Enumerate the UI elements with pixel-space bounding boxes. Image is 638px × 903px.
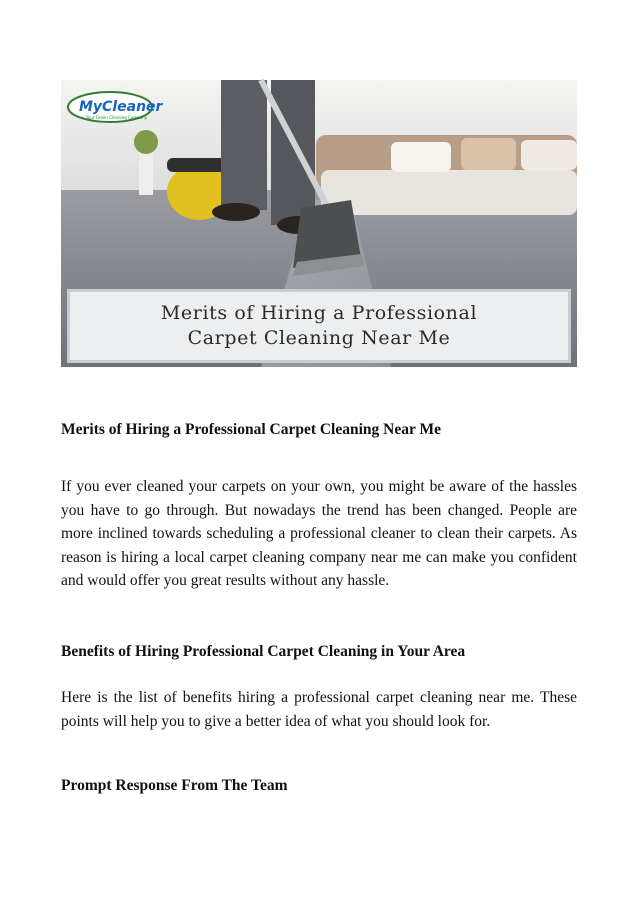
benefits-paragraph: Here is the list of benefits hiring a professional carpet cleaning near me. These points will help you to give a better idea of what you should look for.	[61, 689, 577, 730]
prompt-response-heading: Prompt Response From The Team	[61, 777, 288, 794]
logo-tagline: Your Green Cleaning Company	[86, 115, 148, 120]
article-title: Merits of Hiring a Professional Carpet Cleaning Near Me	[61, 421, 441, 438]
benefits-heading: Benefits of Hiring Professional Carpet Cleaning in Your Area	[61, 643, 466, 660]
logo-graphic	[67, 87, 163, 127]
banner-line-1: Merits of Hiring a Professional	[160, 302, 478, 324]
logo-text: MyCleaner	[79, 99, 163, 115]
hero-image	[61, 80, 577, 367]
hero-banner	[67, 289, 571, 363]
intro-paragraph: If you ever cleaned your carpets on your own, you might be aware of the hassles you have to go through. But nowadays the trend has been changed. People are more inclined towards scheduling a professional cleaner to clean their carpets. As reason is hiring a local carpet cleaning company near me can make you confident and would offer you great results without any hassle.	[61, 478, 577, 589]
mycleaner-logo	[67, 87, 163, 127]
banner-line-2: Carpet Cleaning Near Me	[187, 327, 451, 349]
